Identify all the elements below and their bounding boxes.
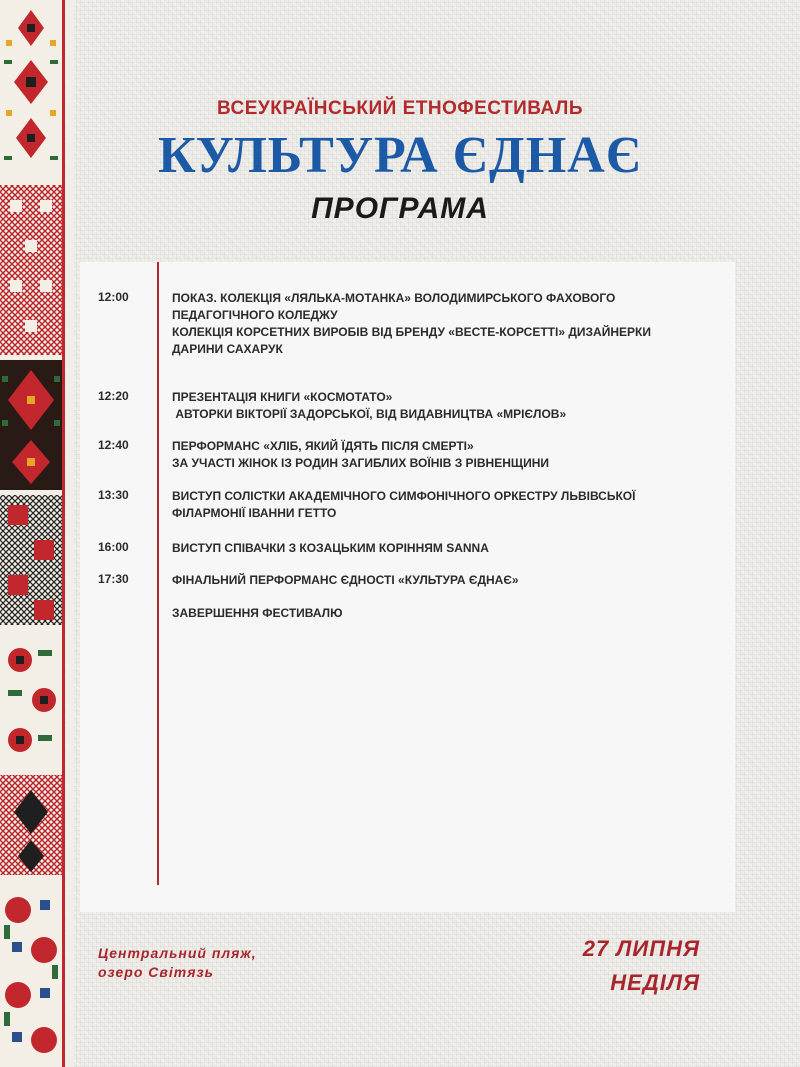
entry-line: ПОКАЗ. КОЛЕКЦІЯ «ЛЯЛЬКА-МОТАНКА» ВОЛОДИМИРСЬКОГО ФАХОВОГО <box>172 291 616 305</box>
program-heading: ПРОГРАМА <box>311 192 489 225</box>
entry-line: ПРЕЗЕНТАЦІЯ КНИГИ «КОСМОТАТО» <box>172 390 393 404</box>
weekday-line: НЕДІЛЯ <box>610 970 700 995</box>
entry-line: ЗАВЕРШЕННЯ ФЕСТИВАЛЮ <box>172 606 343 620</box>
entry-line: КОЛЕКЦІЯ КОРСЕТНИХ ВИРОБІВ ВІД БРЕНДУ «ВЕСТЕ-КОРСЕТТІ» ДИЗАЙНЕРКИ <box>172 325 651 339</box>
panel-vertical-rule <box>157 262 159 885</box>
entry-line: ФІЛАРМОНІЇ ІВАННИ ГЕТТО <box>172 506 337 520</box>
event-location <box>98 944 257 982</box>
entry-description <box>172 605 702 622</box>
entry-time: 16:00 <box>98 540 129 554</box>
entry-time: 12:00 <box>98 290 129 304</box>
entry-line: ДАРИНИ САХАРУК <box>172 342 283 356</box>
entry-description <box>172 572 702 589</box>
location-line: озеро Світязь <box>98 964 214 980</box>
entry-time: 12:20 <box>98 389 129 403</box>
event-date <box>583 932 700 1000</box>
entry-line: АВТОРКИ ВІКТОРІЇ ЗАДОРСЬКОЇ, ВІД ВИДАВНИЦТВА «МРІЄЛОВ» <box>172 407 567 421</box>
entry-line: ВИСТУП СПІВАЧКИ З КОЗАЦЬКИМ КОРІННЯМ SANNA <box>172 541 489 555</box>
entry-line: ЗА УЧАСТІ ЖІНОК ІЗ РОДИН ЗАГИБЛИХ ВОЇНІВ З РІВНЕНЩИНИ <box>172 456 550 470</box>
entry-description <box>172 438 702 472</box>
entry-line: ФІНАЛЬНИЙ ПЕРФОРМАНС ЄДНОСТІ «КУЛЬТУРА ЄДНАЄ» <box>172 573 519 587</box>
entry-line: ВИСТУП СОЛІСТКИ АКАДЕМІЧНОГО СИМФОНІЧНОГО ОРКЕСТРУ ЛЬВІВСЬКОЇ <box>172 489 636 503</box>
entry-time: 13:30 <box>98 488 129 502</box>
date-line: 27 ЛИПНЯ <box>582 936 700 961</box>
festival-title: КУЛЬТУРА ЄДНАЄ <box>157 127 642 184</box>
entry-line: ПЕДАГОГІЧНОГО КОЛЕДЖУ <box>172 308 338 322</box>
entry-description <box>172 488 702 522</box>
entry-line: ПЕРФОРМАНС «ХЛІБ, ЯКИЙ ЇДЯТЬ ПІСЛЯ СМЕРТІ» <box>172 439 474 453</box>
location-line: Центральний пляж, <box>98 945 257 961</box>
entry-description <box>172 290 702 358</box>
entry-description <box>172 389 702 423</box>
festival-subtitle: ВСЕУКРАЇНСЬКИЙ ЕТНОФЕСТИВАЛЬ <box>217 98 583 119</box>
entry-time: 17:30 <box>98 572 129 586</box>
entry-description <box>172 540 702 557</box>
entry-time: 12:40 <box>98 438 129 452</box>
